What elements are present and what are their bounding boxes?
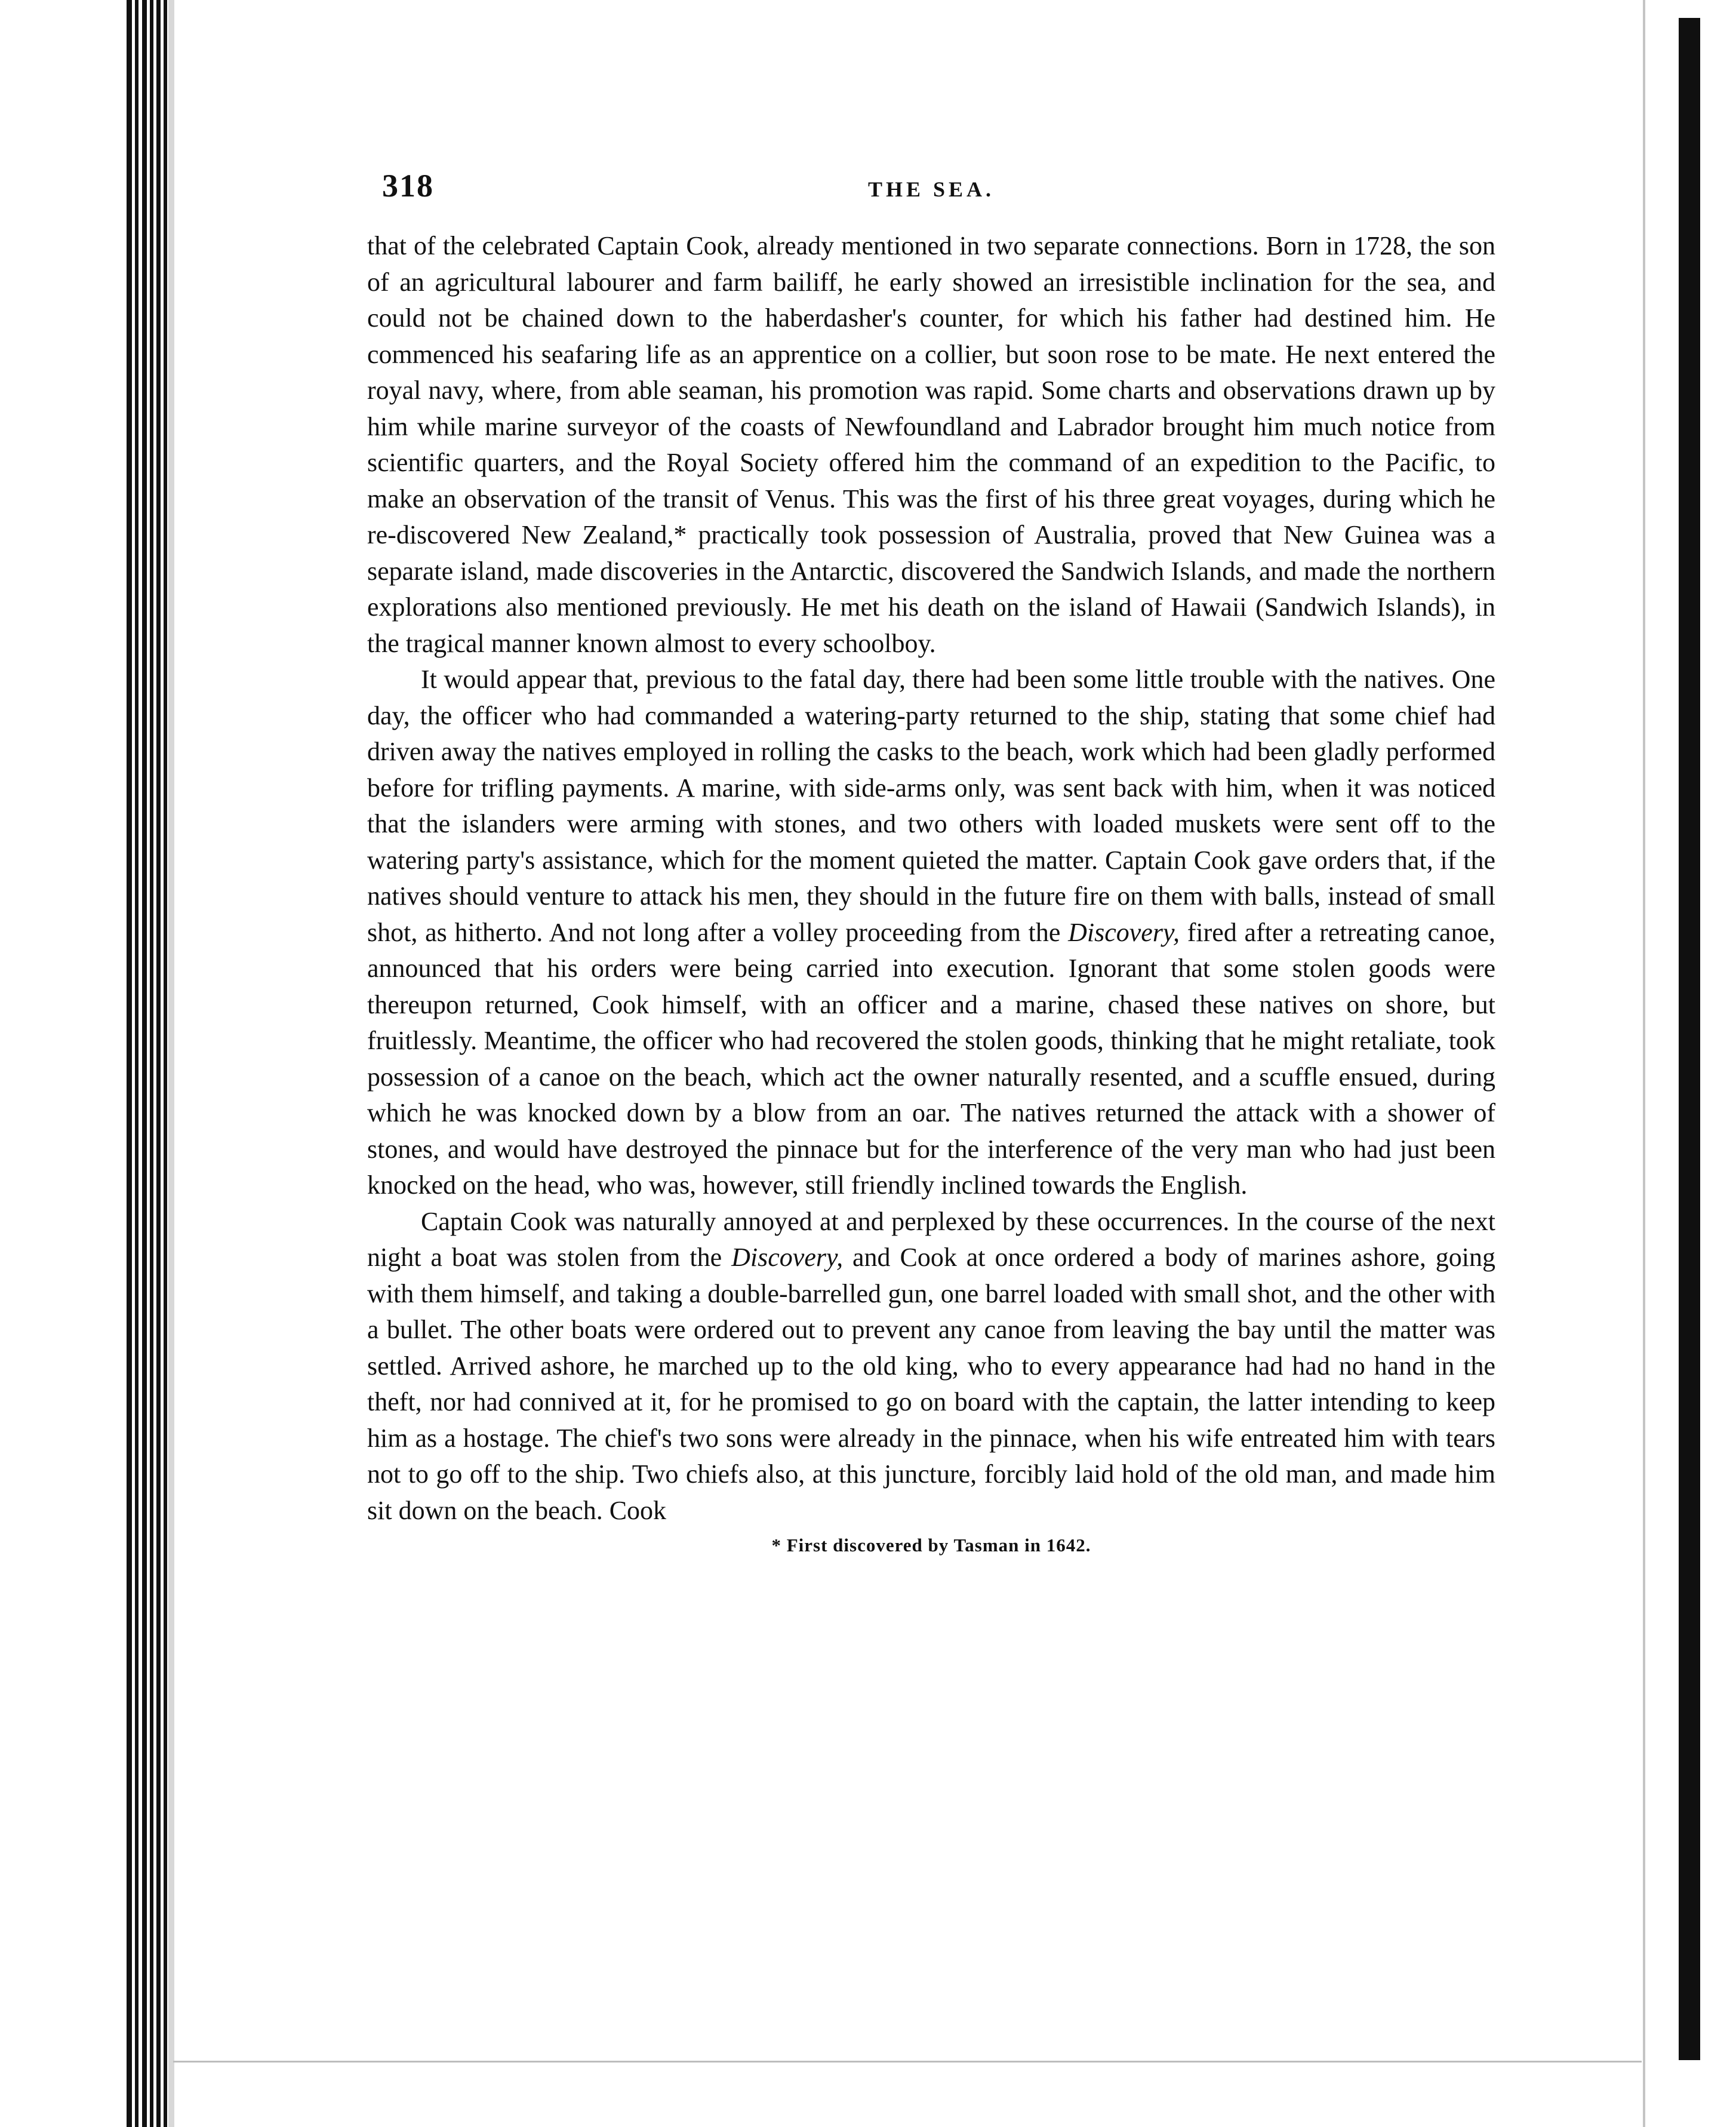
spine-page-edge bbox=[168, 0, 174, 2127]
spine-stripe bbox=[156, 0, 161, 2127]
right-edge-line bbox=[1643, 0, 1645, 2127]
spine-stripe bbox=[127, 0, 132, 2127]
running-title: THE SEA. bbox=[867, 177, 995, 201]
paragraph-text: fired after a retreating canoe, announced that his orders were being carried into execution. Ignorant that some stolen goods were thereupon returned, Cook himself, with an officer and a marine, chased these natives on shore, but fruitlessly. Meantime, the officer who had recovered the stolen goods, thinking that he might retaliate, took possession of a canoe on the beach, which act the owner naturally resented, and a scuffle ensued, during which he was knocked down by a blow from an oar. The natives returned the attack with a shower of stones, and would have destroyed the pinnace but for the interference of the very man who had just been knocked on the head, who was, however, still friendly inclined towards the English. bbox=[367, 917, 1495, 1200]
ship-name: Discovery, bbox=[1068, 917, 1180, 947]
running-head bbox=[367, 155, 1495, 203]
ship-name: Discovery, bbox=[731, 1243, 844, 1272]
spine-stripe bbox=[164, 0, 167, 2127]
spine-stripe bbox=[135, 0, 138, 2127]
right-edge-bar bbox=[1679, 18, 1700, 2060]
footnote: * First discovered by Tasman in 1642. bbox=[771, 1535, 1091, 1556]
book-page bbox=[367, 155, 1495, 1556]
page-number: 318 bbox=[382, 168, 434, 204]
paragraph-text: that of the celebrated Captain Cook, already mentioned in two separate connections. Born in 1728, the son of an agricultural labourer and farm bailiff, he early showed an irresistible inclination for the sea, and could not be chained down to the haberdasher's counter, for which his father had destined him. He commenced his seafaring life as an apprentice on a collier, but soon rose to be mate. He next entered the royal navy, where, from able seaman, his promotion was rapid. Some charts and observations drawn up by him while marine surveyor of the coasts of Newfoundland and Labrador brought him much notice from scientific quarters, and the Royal Society offered him the command of an expedition to the Pacific, to make an observation of the transit of Venus. This was the first of his three great voyages, during which he re-discovered New Zealand,* practically took possession of Australia, proved that New Guinea was a separate island, made discoveries in the Antarctic, discovered the Sandwich Islands, and made the northern explorations also mentioned previously. He met his death on the island of Hawaii (Sandwich Islands), in the tragical manner known almost to every schoolboy. bbox=[367, 231, 1495, 658]
paragraph-text: and Cook at once ordered a body of marines ashore, going with them himself, and taking a double-barrelled gun, one barrel loaded with small shot, and the other with a bullet. The other boats were ordered out to prevent any canoe from leaving the bay until the matter was settled. Arrived ashore, he marched up to the old king, who to every appearance had had no hand in the theft, nor had connived at it, for he promised to go on board with the captain, the latter intending to keep him as a hostage. The chief's two sons were already in the pinnace, when his wife entreated him with tears not to go off to the ship. Two chiefs also, at this juncture, forcibly laid hold of the old man, and made him sit down on the beach. Cook bbox=[367, 1243, 1496, 1525]
body-text bbox=[367, 228, 1495, 1529]
spine-stripe bbox=[142, 0, 147, 2127]
paragraph bbox=[367, 228, 1495, 662]
paragraph bbox=[367, 1204, 1495, 1529]
book-spine-edge bbox=[0, 0, 179, 2127]
paragraph bbox=[367, 662, 1495, 1204]
paragraph-text: It would appear that, previous to the fatal day, there had been some little trouble with the natives. One day, the officer who had commanded a watering-party returned to the ship, stating that some chief had driven away the natives employed in rolling the casks to the beach, work which had been gladly performed before for trifling payments. A marine, with side-arms only, was sent back with him, when it was noticed that the islanders were arming with stones, and two others with loaded muskets were sent off to the watering party's assistance, which for the moment quieted the matter. Captain Cook gave orders that, if the natives should venture to attack his men, they should in the future fire on them with balls, instead of small shot, as hitherto. And not long after a volley proceeding from the bbox=[367, 665, 1495, 947]
page-right-edge bbox=[1629, 0, 1736, 2127]
page-bottom-edge bbox=[173, 2061, 1642, 2063]
paragraph-text: Captain Cook was naturally annoyed at and perplexed by these occurrences. In the course of the next night a boat was stolen from the bbox=[367, 1206, 1495, 1272]
spine-stripe bbox=[150, 0, 153, 2127]
